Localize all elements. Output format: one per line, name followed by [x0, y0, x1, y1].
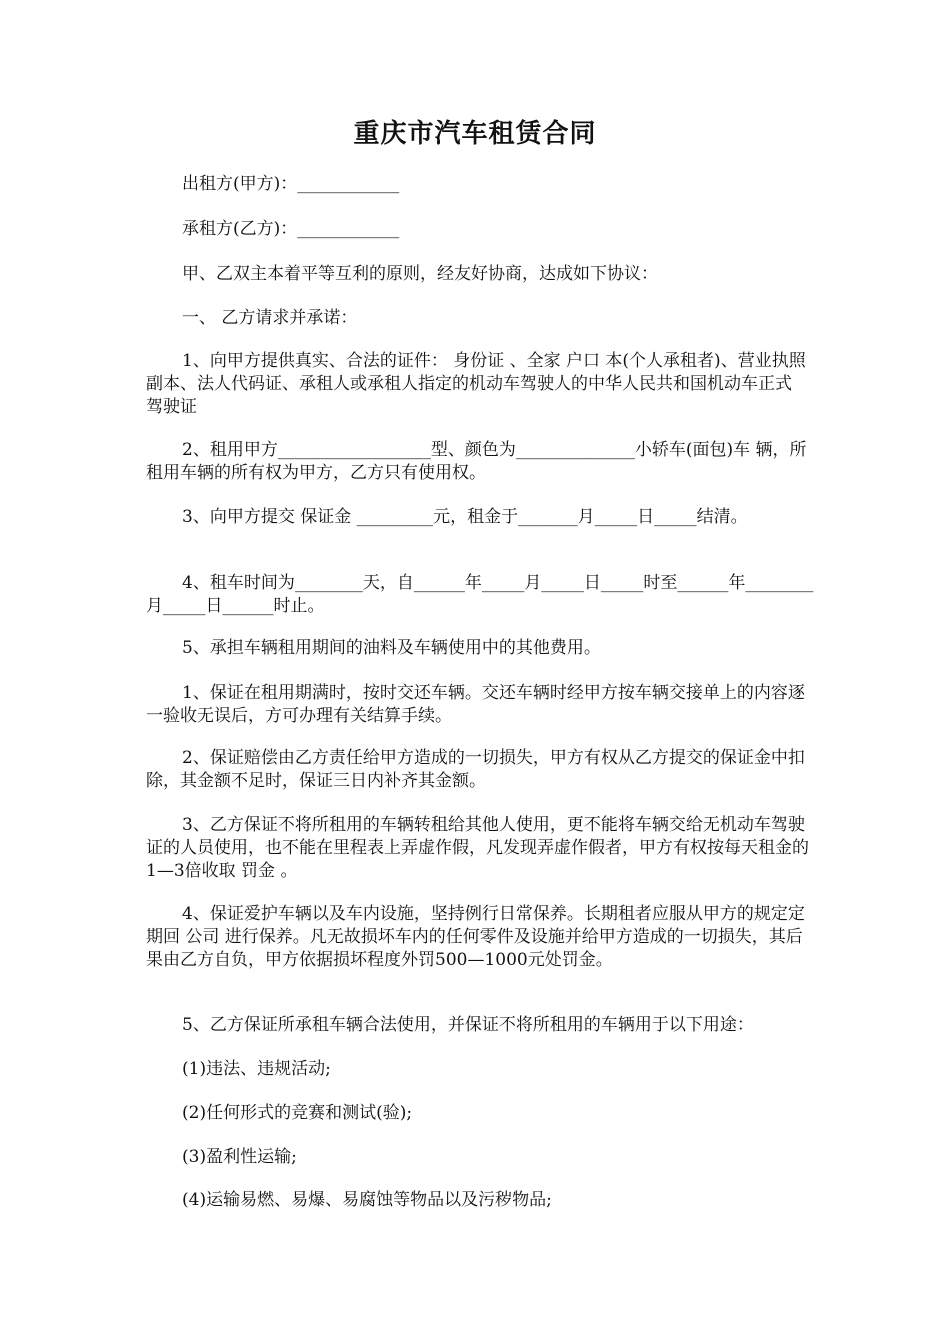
restriction-item-1: (1)违法、违规活动;	[182, 1059, 331, 1079]
restriction-item-3: (3)盈利性运输;	[182, 1147, 297, 1167]
guarantee-5-legal-use: 5、乙方保证所承租车辆合法使用，并保证不将所租用的车辆用于以下用途：	[182, 1015, 754, 1035]
clause-3-deposit: 3、向甲方提交 保证金 _________元，租金于_______月_____日_____结清。	[182, 507, 748, 527]
restriction-item-4: (4)运输易燃、易爆、易腐蚀等物品以及污秽物品;	[182, 1190, 552, 1210]
lessee-line: 承租方(乙方)：____________	[182, 219, 400, 239]
section-heading-1: 一、 乙方请求并承诺：	[182, 308, 358, 328]
document-title: 重庆市汽车租赁合同	[353, 119, 597, 149]
lessor-line: 出租方(甲方)：____________	[182, 174, 400, 194]
clause-4-rental-period: 4、租车时间为________天，自______年_____月_____日_____时至______年________月_____日______时止。	[146, 573, 814, 616]
guarantee-2-compensation: 2、保证赔偿由乙方责任给甲方造成的一切损失，甲方有权从乙方提交的保证金中扣除，其金额不足时，保证三日内补齐其金额。	[146, 748, 805, 791]
clause-1-documents: 1、向甲方提供真实、合法的证件： 身份证 、全家 户口 本(个人承租者)、营业执照 副本、法人代码证、承租人或承租人指定的机动车驾驶人的中华人民共和国机动车正式 驾驶证	[146, 351, 806, 417]
clause-5-fuel: 5、承担车辆租用期间的油料及车辆使用中的其他费用。	[182, 638, 601, 658]
guarantee-1-return: 1、保证在租用期满时，按时交还车辆。交还车辆时经甲方按车辆交接单上的内容逐一验收无误后，方可办理有关结算手续。	[146, 683, 805, 726]
guarantee-3-sublease: 3、乙方保证不将所租用的车辆转租给其他人使用，更不能将车辆交给无机动车驾驶证的人员使用，也不能在里程表上弄虚作假，凡发现弄虚作假者，甲方有权按每天租金的1—3倍收取 罚金 。	[146, 815, 809, 881]
guarantee-4-maintenance: 4、保证爱护车辆以及车内设施，坚持例行日常保养。长期租者应服从甲方的规定定期回 公司 进行保养。凡无故损坏车内的任何零件及设施并给甲方造成的一切损失，其后果由乙方自负，甲方依据损坏程度外罚500—1000元处罚金。	[146, 904, 805, 970]
restriction-item-2: (2)任何形式的竞赛和测试(验);	[182, 1103, 413, 1123]
clause-2-vehicle: 2、租用甲方__________________型、颜色为______________小轿车(面包)车 辆，所租用车辆的所有权为甲方，乙方只有使用权。	[146, 440, 807, 483]
agreement-intro: 甲、乙双主本着平等互利的原则，经友好协商，达成如下协议：	[182, 264, 658, 284]
